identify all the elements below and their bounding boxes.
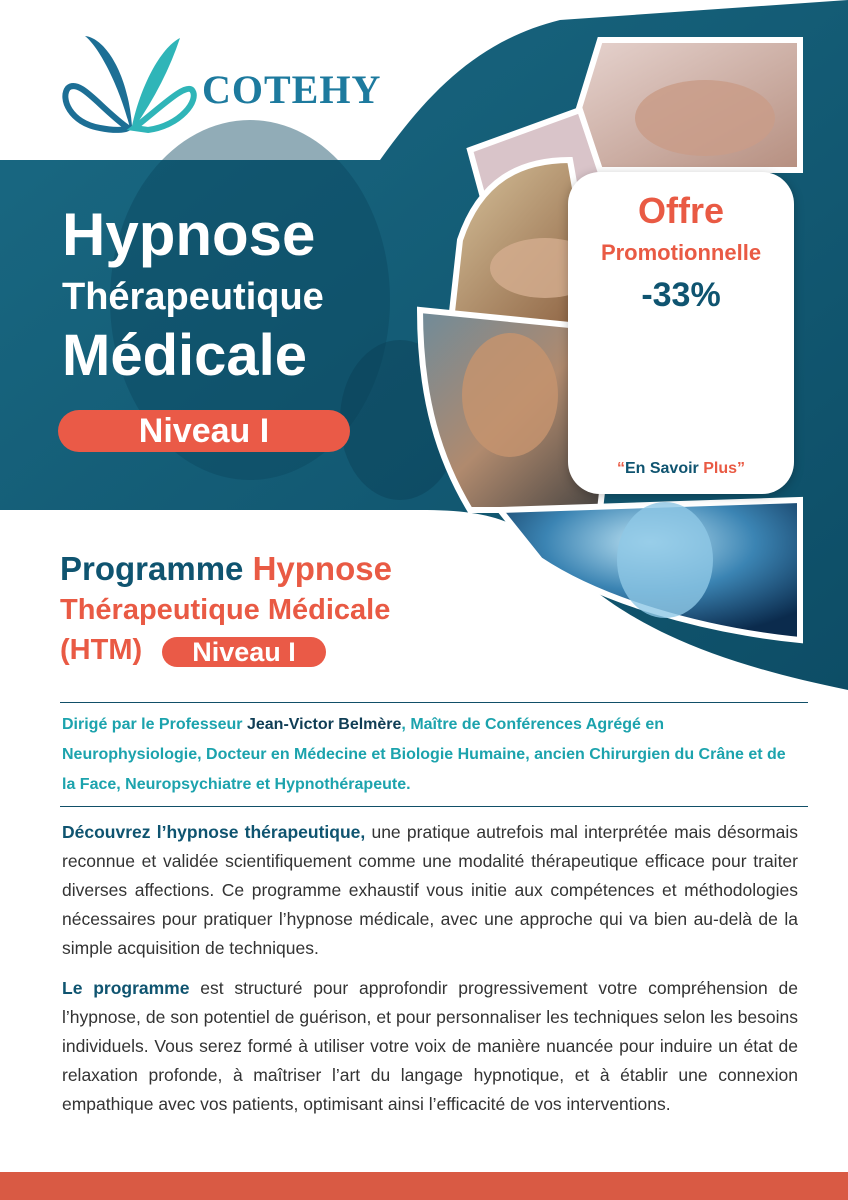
paragraph2-lead: Le programme bbox=[62, 978, 190, 998]
paragraph-program bbox=[62, 974, 798, 1119]
paragraph1-lead: Découvrez l’hypnose thérapeutique, bbox=[62, 822, 366, 842]
hero-title-line3: Médicale bbox=[62, 323, 307, 388]
paragraph1-body: une pratique autrefois mal interprétée mais désormais reconnue et validée scientifiquement comme une modalité thérapeutique efficace pour traiter diverses affections. Ce programme exhaustif vous initie aux compétences et méthodologies nécessaires pour pratiquer l’hypnose médicale, avec une approche qui va bien au-delà de la simple acquisition de techniques. bbox=[62, 822, 798, 958]
paragraph2-body: est structuré pour approfondir progressivement votre compréhension de l’hypnose, de son potentiel de guérison, et pour personnaliser les techniques selon les besoins individuels. Vous serez formé à utiliser votre voix de manière nuancée pour induire un état de relaxation profonde, à maîtriser l’art du langage hypnotique, et à établir une connexion empathique avec vos patients, optimisant ainsi l’efficacité de vos interventions. bbox=[62, 978, 798, 1114]
promo-label: Promotionnelle bbox=[600, 240, 762, 265]
program-title-line3: (HTM) bbox=[60, 634, 143, 666]
director-name: Jean-Victor Belmère bbox=[246, 716, 402, 733]
program-level-badge: Niveau I bbox=[162, 637, 326, 667]
promo-discount: -33% bbox=[641, 276, 721, 314]
learn-more-text: En Savoir bbox=[624, 460, 704, 477]
hero-title-line1: Hypnose bbox=[62, 201, 316, 268]
promo-card[interactable] bbox=[568, 172, 794, 494]
program-title-part1: Programme bbox=[60, 550, 253, 587]
hero-title-line2: Thérapeutique bbox=[62, 276, 324, 318]
hero-level-badge: Niveau I bbox=[58, 410, 350, 452]
open-quote: “ bbox=[616, 460, 625, 477]
close-quote: ” bbox=[737, 460, 746, 477]
learn-more-link[interactable] bbox=[568, 460, 794, 478]
learn-more-accent: Plus bbox=[703, 460, 738, 477]
brand-name: COTEHY bbox=[202, 67, 382, 112]
intro-prefix: Dirigé par le Professeur bbox=[62, 716, 247, 733]
intro-suffix: , Maître de Conférences Agrégé en Neurophysiologie, Docteur en Médecine et Biologie Humaine, ancien Chirurgien du Crâne et de la Face, Neuropsychiatre et Hypnothérapeute. bbox=[62, 716, 786, 793]
divider-top bbox=[60, 702, 808, 703]
promo-offer: Offre bbox=[637, 190, 724, 231]
program-title-line2: Thérapeutique Médicale bbox=[60, 594, 391, 626]
paragraph-discover bbox=[62, 818, 798, 963]
director-intro bbox=[62, 710, 802, 800]
footer-bar bbox=[0, 1172, 848, 1200]
program-title-part2: Hypnose bbox=[252, 550, 392, 587]
divider-bottom bbox=[60, 806, 808, 807]
program-title-line1 bbox=[60, 550, 392, 588]
butterfly-logo-icon bbox=[60, 28, 200, 148]
